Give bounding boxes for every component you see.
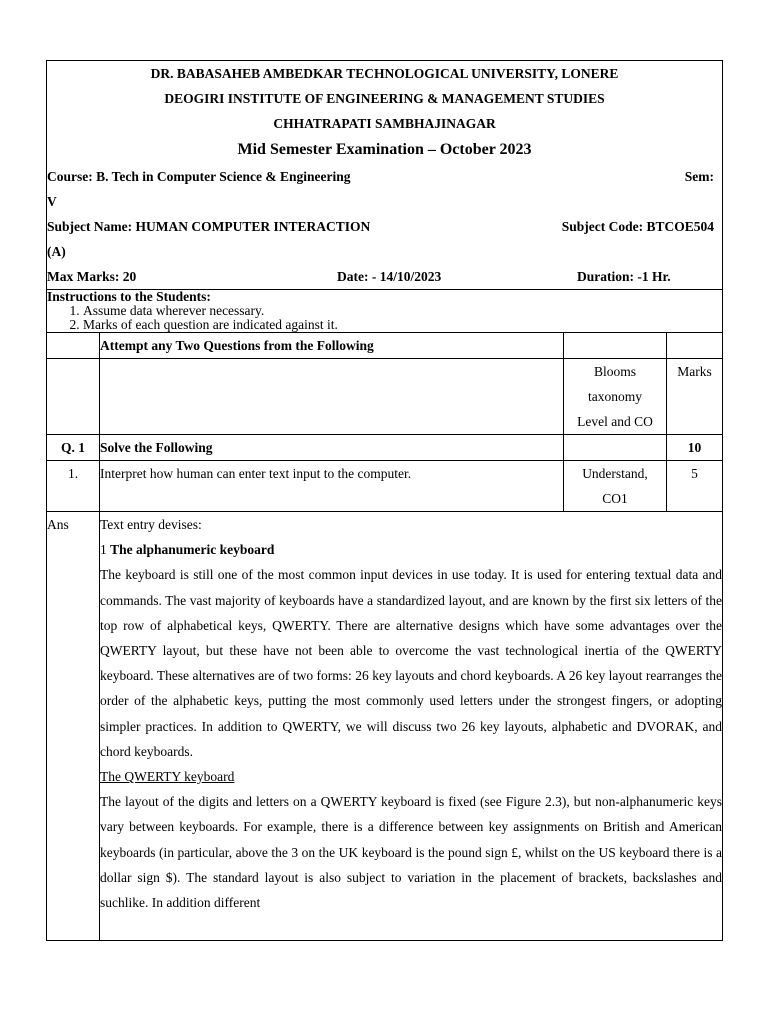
subject-row: [47, 214, 722, 239]
empty-cell: [667, 333, 723, 359]
instructions-title: Instructions to the Students:: [47, 289, 211, 304]
empty-cell: [564, 435, 667, 461]
header-row: [47, 61, 723, 290]
blooms-header-line: Blooms: [593, 364, 636, 379]
subquestion-text: Interpret how human can enter text input to the computer.: [100, 461, 564, 512]
exam-date: Date: - 14/10/2023: [337, 269, 442, 284]
answer-body: [100, 512, 723, 941]
blooms-header: [564, 359, 667, 435]
empty-cell: [564, 333, 667, 359]
instruction-item: 1. Assume data wherever necessary.: [83, 304, 722, 318]
blooms-header-line: taxonomy: [588, 389, 642, 404]
subquestion-row: [47, 461, 723, 512]
exam-title: Mid Semester Examination – October 2023: [237, 141, 532, 158]
course-outcome: CO1: [602, 491, 628, 506]
blooms-level: Understand,: [582, 466, 648, 481]
subject-name: Subject Name: HUMAN COMPUTER INTERACTION: [47, 219, 371, 234]
marks-header: Marks: [667, 359, 723, 435]
answer-subheading: The QWERTY keyboard: [100, 769, 235, 785]
paper-set: (A): [47, 244, 66, 259]
course-label: Course: B. Tech in Computer Science & Engineering: [47, 169, 351, 184]
answer-section-heading: [100, 537, 722, 562]
subject-code: Subject Code: BTCOE504: [561, 219, 715, 234]
question-label: Q. 1: [47, 435, 100, 461]
empty-cell: [47, 333, 100, 359]
course-row: [47, 164, 722, 189]
question-title: Solve the Following: [100, 435, 564, 461]
attempt-instruction: Attempt any Two Questions from the Following: [100, 333, 564, 359]
empty-cell: [100, 359, 564, 435]
empty-cell: [47, 359, 100, 435]
question-row: [47, 435, 723, 461]
exam-table: [46, 60, 723, 941]
section-number: 1: [100, 542, 107, 558]
subquestion-blooms: [564, 461, 667, 512]
column-header-row: [47, 359, 723, 435]
answer-paragraph: The layout of the digits and letters on a QWERTY keyboard is fixed (see Figure 2.3), but non-alphanumeric keys vary between keyboards. For example, there is a difference between key assignments on British and American keyboards (in particular, above the 3 on the UK keyboard is the pound sign £, whilst on the US keyboard there is a dollar sign $). The standard layout is also subject to variation in the placement of brackets, backslashes and suchlike. In addition different: [100, 794, 723, 911]
set-row: [47, 239, 722, 264]
answer-paragraph: The keyboard is still one of the most common input devices in use today. It is used for entering textual data and commands. The vast majority of keyboards have a standardized layout, and are known by the first six letters of the top row of alphabetical keys, QWERTY. There are alternative designs which have some advantages over the QWERTY layout, but these have not been able to overcome the vast technological inertia of the QWERTY keyboard. These alternatives are of two forms: 26 key layouts and chord keyboards. A 26 key layout rearranges the order of the alphabetic keys, putting the most commonly used letters under the strongest fingers, or adopting simpler practices. In addition to QWERTY, we will discuss two 26 key layouts, alphabetic and DVORAK, and chord keyboards.: [100, 567, 723, 759]
instructions-row: [47, 290, 723, 333]
answer-row: [47, 512, 723, 941]
section-title: The alphanumeric keyboard: [110, 542, 275, 558]
attempt-row: [47, 333, 723, 359]
answer-label: Ans: [47, 512, 100, 941]
city-name: CHHATRAPATI SAMBHAJINAGAR: [273, 116, 496, 131]
answer-intro: Text entry devises:: [100, 517, 202, 532]
sem-label: Sem:: [684, 169, 715, 184]
instructions-cell: [47, 290, 723, 333]
header-cell: [47, 61, 723, 290]
instruction-item: 2. Marks of each question are indicated against it.: [83, 318, 722, 332]
subquestion-number: 1.: [47, 461, 100, 512]
blooms-header-line: Level and CO: [577, 414, 653, 429]
university-name: DR. BABASAHEB AMBEDKAR TECHNOLOGICAL UNIVERSITY, LONERE: [150, 66, 619, 81]
sem-value: V: [47, 194, 57, 209]
max-marks: Max Marks: 20: [47, 269, 137, 284]
exam-paper: [46, 60, 722, 941]
exam-duration: Duration: -1 Hr.: [577, 269, 671, 284]
institute-name: DEOGIRI INSTITUTE OF ENGINEERING & MANAGEMENT STUDIES: [164, 91, 605, 106]
subquestion-marks: 5: [667, 461, 723, 512]
marks-date-row: [47, 264, 722, 289]
sem-value-row: [47, 189, 722, 214]
instructions-list: [47, 304, 722, 332]
question-marks: 10: [667, 435, 723, 461]
